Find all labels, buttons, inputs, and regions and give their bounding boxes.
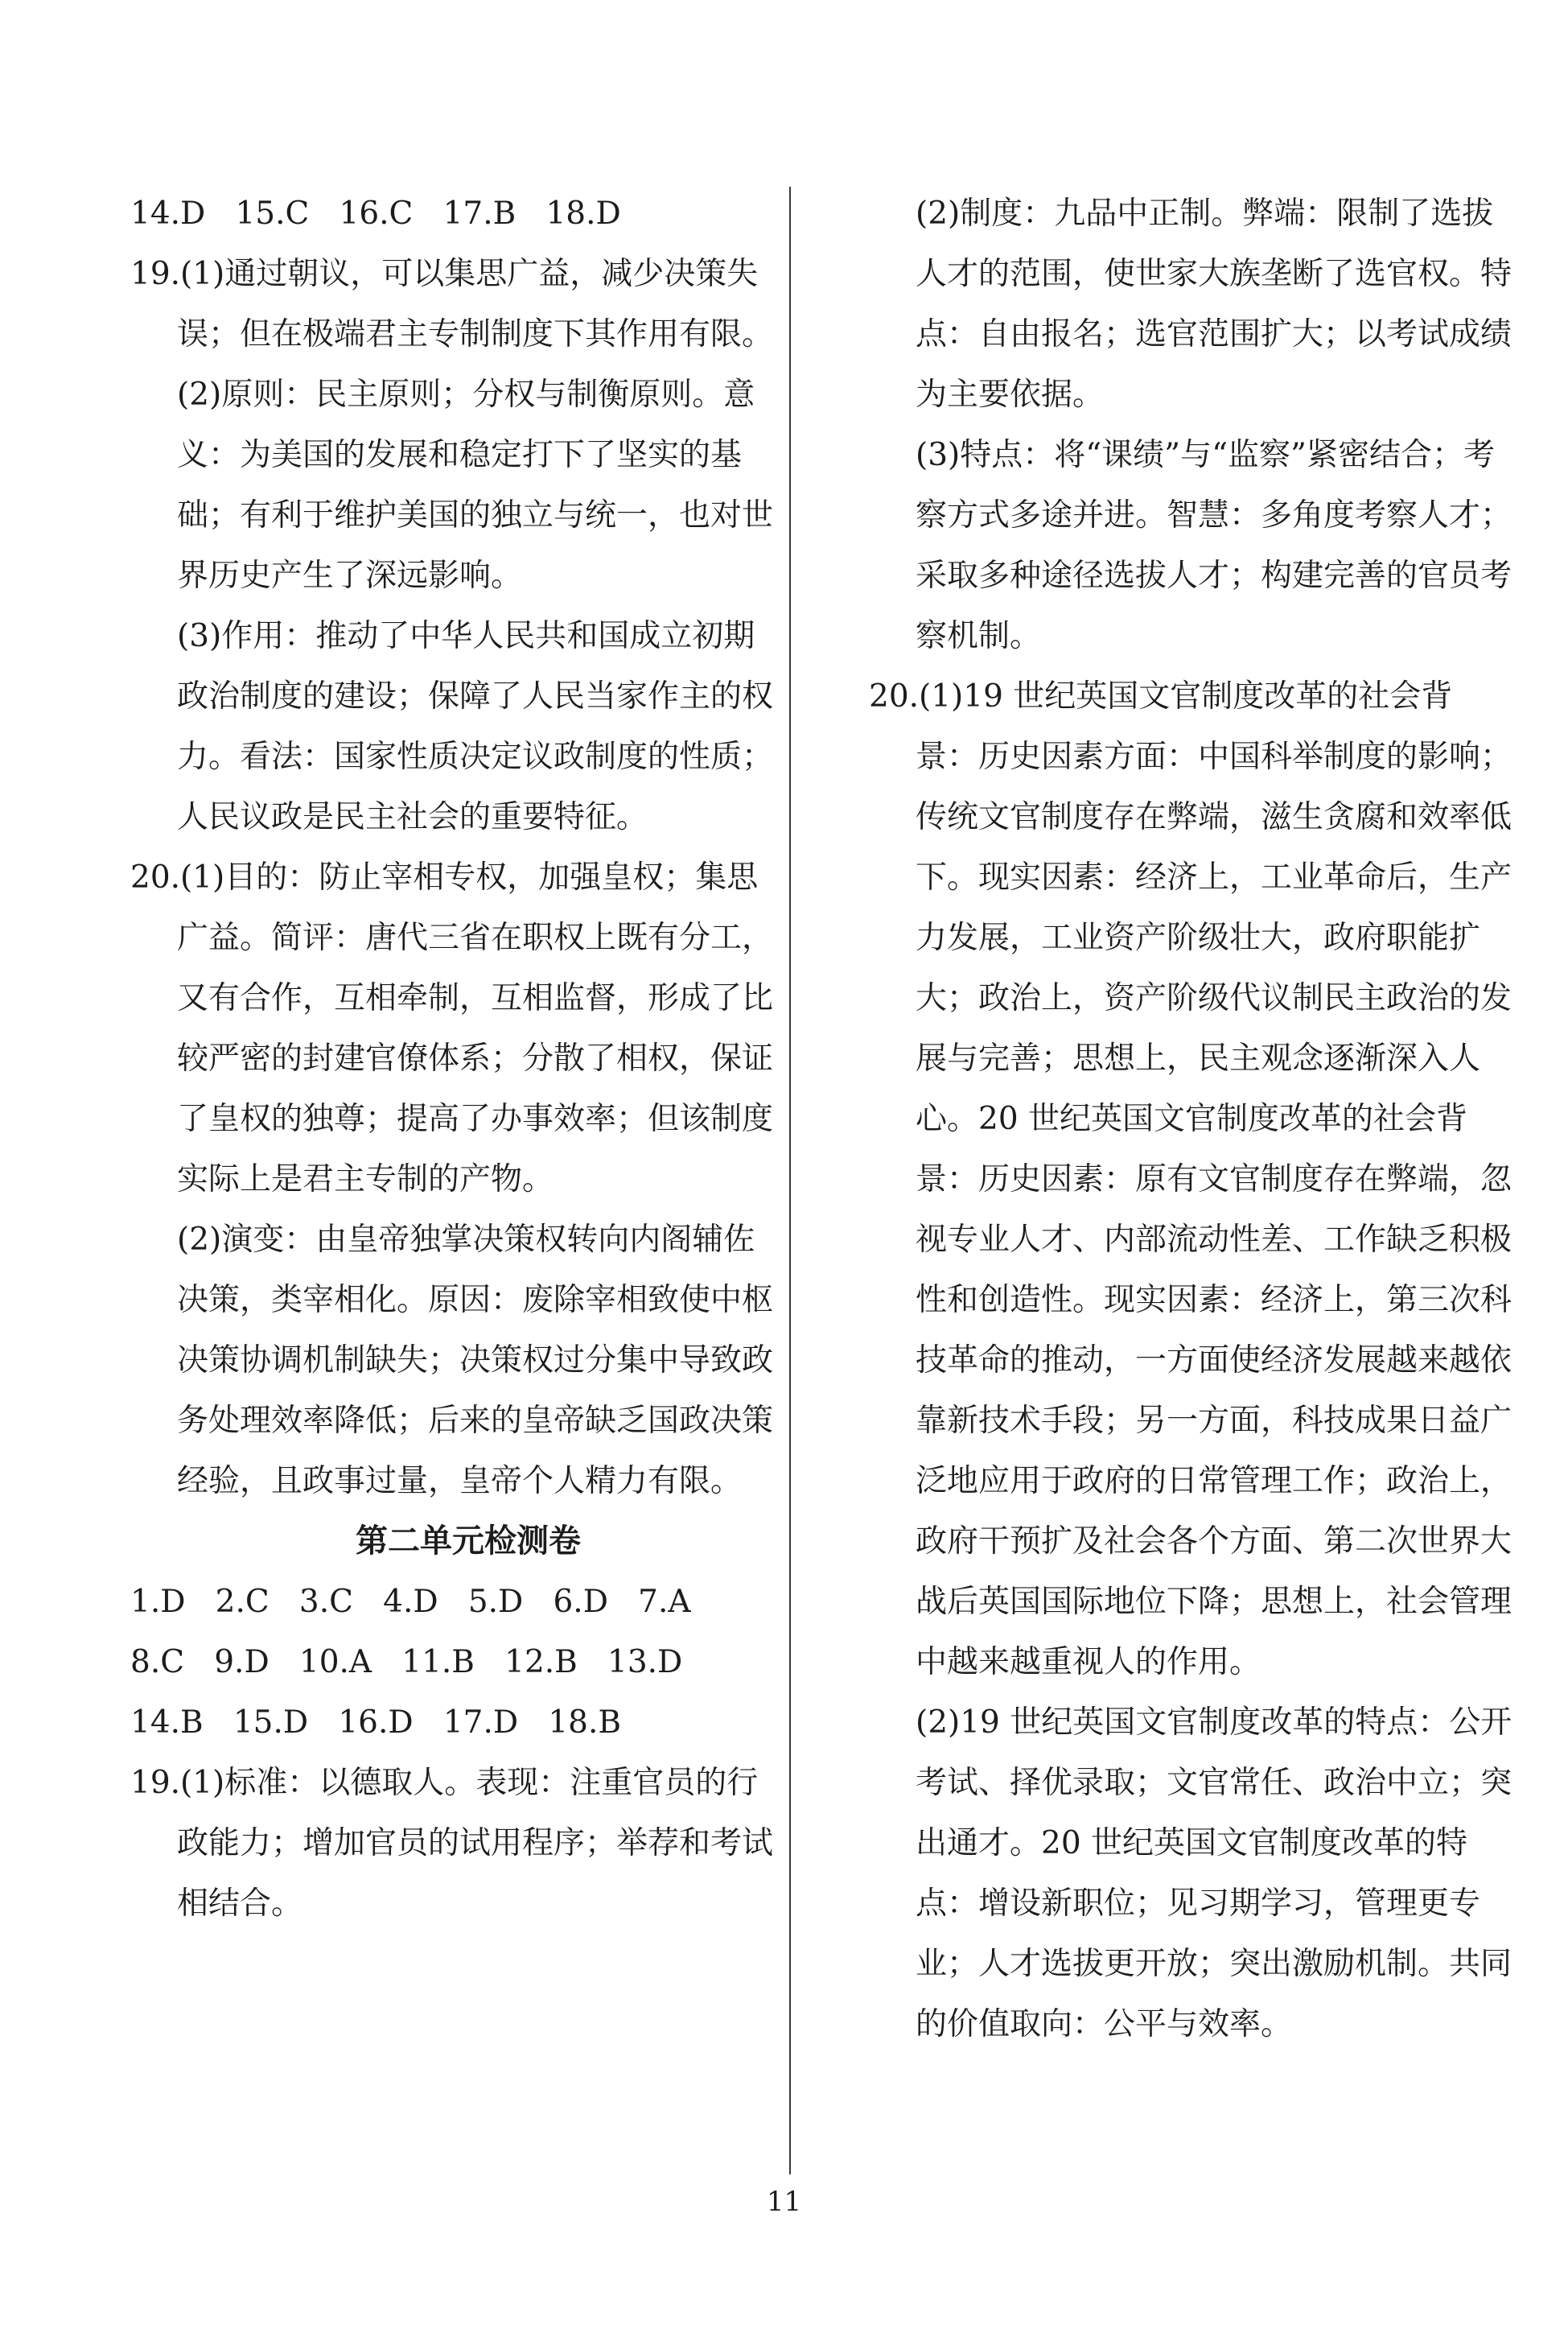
unit2-answer-19-1: 19.(1)标准：以德取人。表现：注重官员的行政能力；增加官员的试用程序；举荐和考试相结合。 — [130, 1765, 774, 1922]
answer-20-1: 20.(1)目的：防止宰相专权，加强皇权；集思广益。简评：唐代三省在职权上既有分工，又有合作，互相牵制，互相监督，形成了比较严密的封建官僚体系；分散了相权，保证了皇权的独尊；提高了办事效率；但该制度实际上是君主专制的产物。 — [130, 859, 774, 1197]
unit2-answer-20-2: (2)19 世纪英国文官制度改革的特点：公开考试、择优录取；文官常任、政治中立；突出通才。20 世纪英国文官制度改革的特点：增设新职位；见习期学习，管理更专业；人才选拔更开放；突出激励机制。共同的价值取向：公平与效率。 — [916, 1704, 1512, 2042]
answer-19-3: (3)作用：推动了中华人民共和国成立初期政治制度的建设；保障了人民当家作主的权力。看法：国家性质决定议政制度的性质；人民议政是民主社会的重要特征。 — [177, 618, 774, 835]
page-number: 11 — [766, 2186, 802, 2218]
left-column — [130, 183, 774, 1934]
unit2-answer-19-3: (3)特点：将“课绩”与“监察”紧密结合；考察方式多途并进。智慧：多角度考察人才；采取多种途径选拔人才；构建完善的官员考察机制。 — [916, 437, 1512, 654]
answer-20-2: (2)演变：由皇帝独掌决策权转向内阁辅佐决策，类宰相化。原因：废除宰相致使中枢决策协调机制缺失；决策权过分集中导致政务处理效率降低；后来的皇帝缺乏国政决策经验，且政事过量，皇帝个人精力有限。 — [177, 1222, 774, 1499]
answer-19-2: (2)原则：民主原则；分权与制衡原则。意义：为美国的发展和稳定打下了坚实的基础；有利于维护美国的独立与统一，也对世界历史产生了深远影响。 — [177, 377, 774, 594]
unit2-answer-20-1: 20.(1)19 世纪英国文官制度改革的社会背景：历史因素方面：中国科举制度的影响；传统文官制度存在弊端，滋生贪腐和效率低下。现实因素：经济上，工业革命后，生产力发展，工业资产阶级壮大，政府职能扩大；政治上，资产阶级代议制民主政治的发展与完善；思想上，民主观念逐渐深入人心。20 世纪英国文官制度改革的社会背景：历史因素：原有文官制度存在弊端，忽视专业人才、内部流动性差、工作缺乏积极性和创造性。现实因素：经济上，第三次科技革命的推动，一方面使经济发展越来越依靠新技术手段；另一方面，科技成果日益广泛地应用于政府的日常管理工作；政治上，政府干预扩及社会各个方面、第二次世界大战后英国国际地位下降；思想上，社会管理中越来越重视人的作用。 — [869, 678, 1512, 1680]
answer-19-1: 19.(1)通过朝议，可以集思广益，减少决策失误；但在极端君主专制制度下其作用有限。 — [130, 256, 774, 352]
unit2-answers-1-7: 1.D 2.C 3.C 4.D 5.D 6.D 7.A — [130, 1584, 691, 1620]
answers-14-18: 14.D 15.C 16.C 17.B 18.D — [130, 196, 621, 232]
section-title-unit-2: 第二单元检测卷 — [356, 1523, 581, 1560]
right-column — [869, 183, 1512, 2054]
unit2-answers-8-13: 8.C 9.D 10.A 11.B 12.B 13.D — [130, 1644, 683, 1680]
unit2-answers-14-18: 14.B 15.D 16.D 17.D 18.B — [130, 1704, 622, 1741]
unit2-answer-19-2: (2)制度：九品中正制。弊端：限制了选拔人才的范围，使世家大族垄断了选官权。特点：自由报名；选官范围扩大；以考试成绩为主要依据。 — [916, 196, 1512, 413]
column-divider — [789, 187, 791, 2174]
